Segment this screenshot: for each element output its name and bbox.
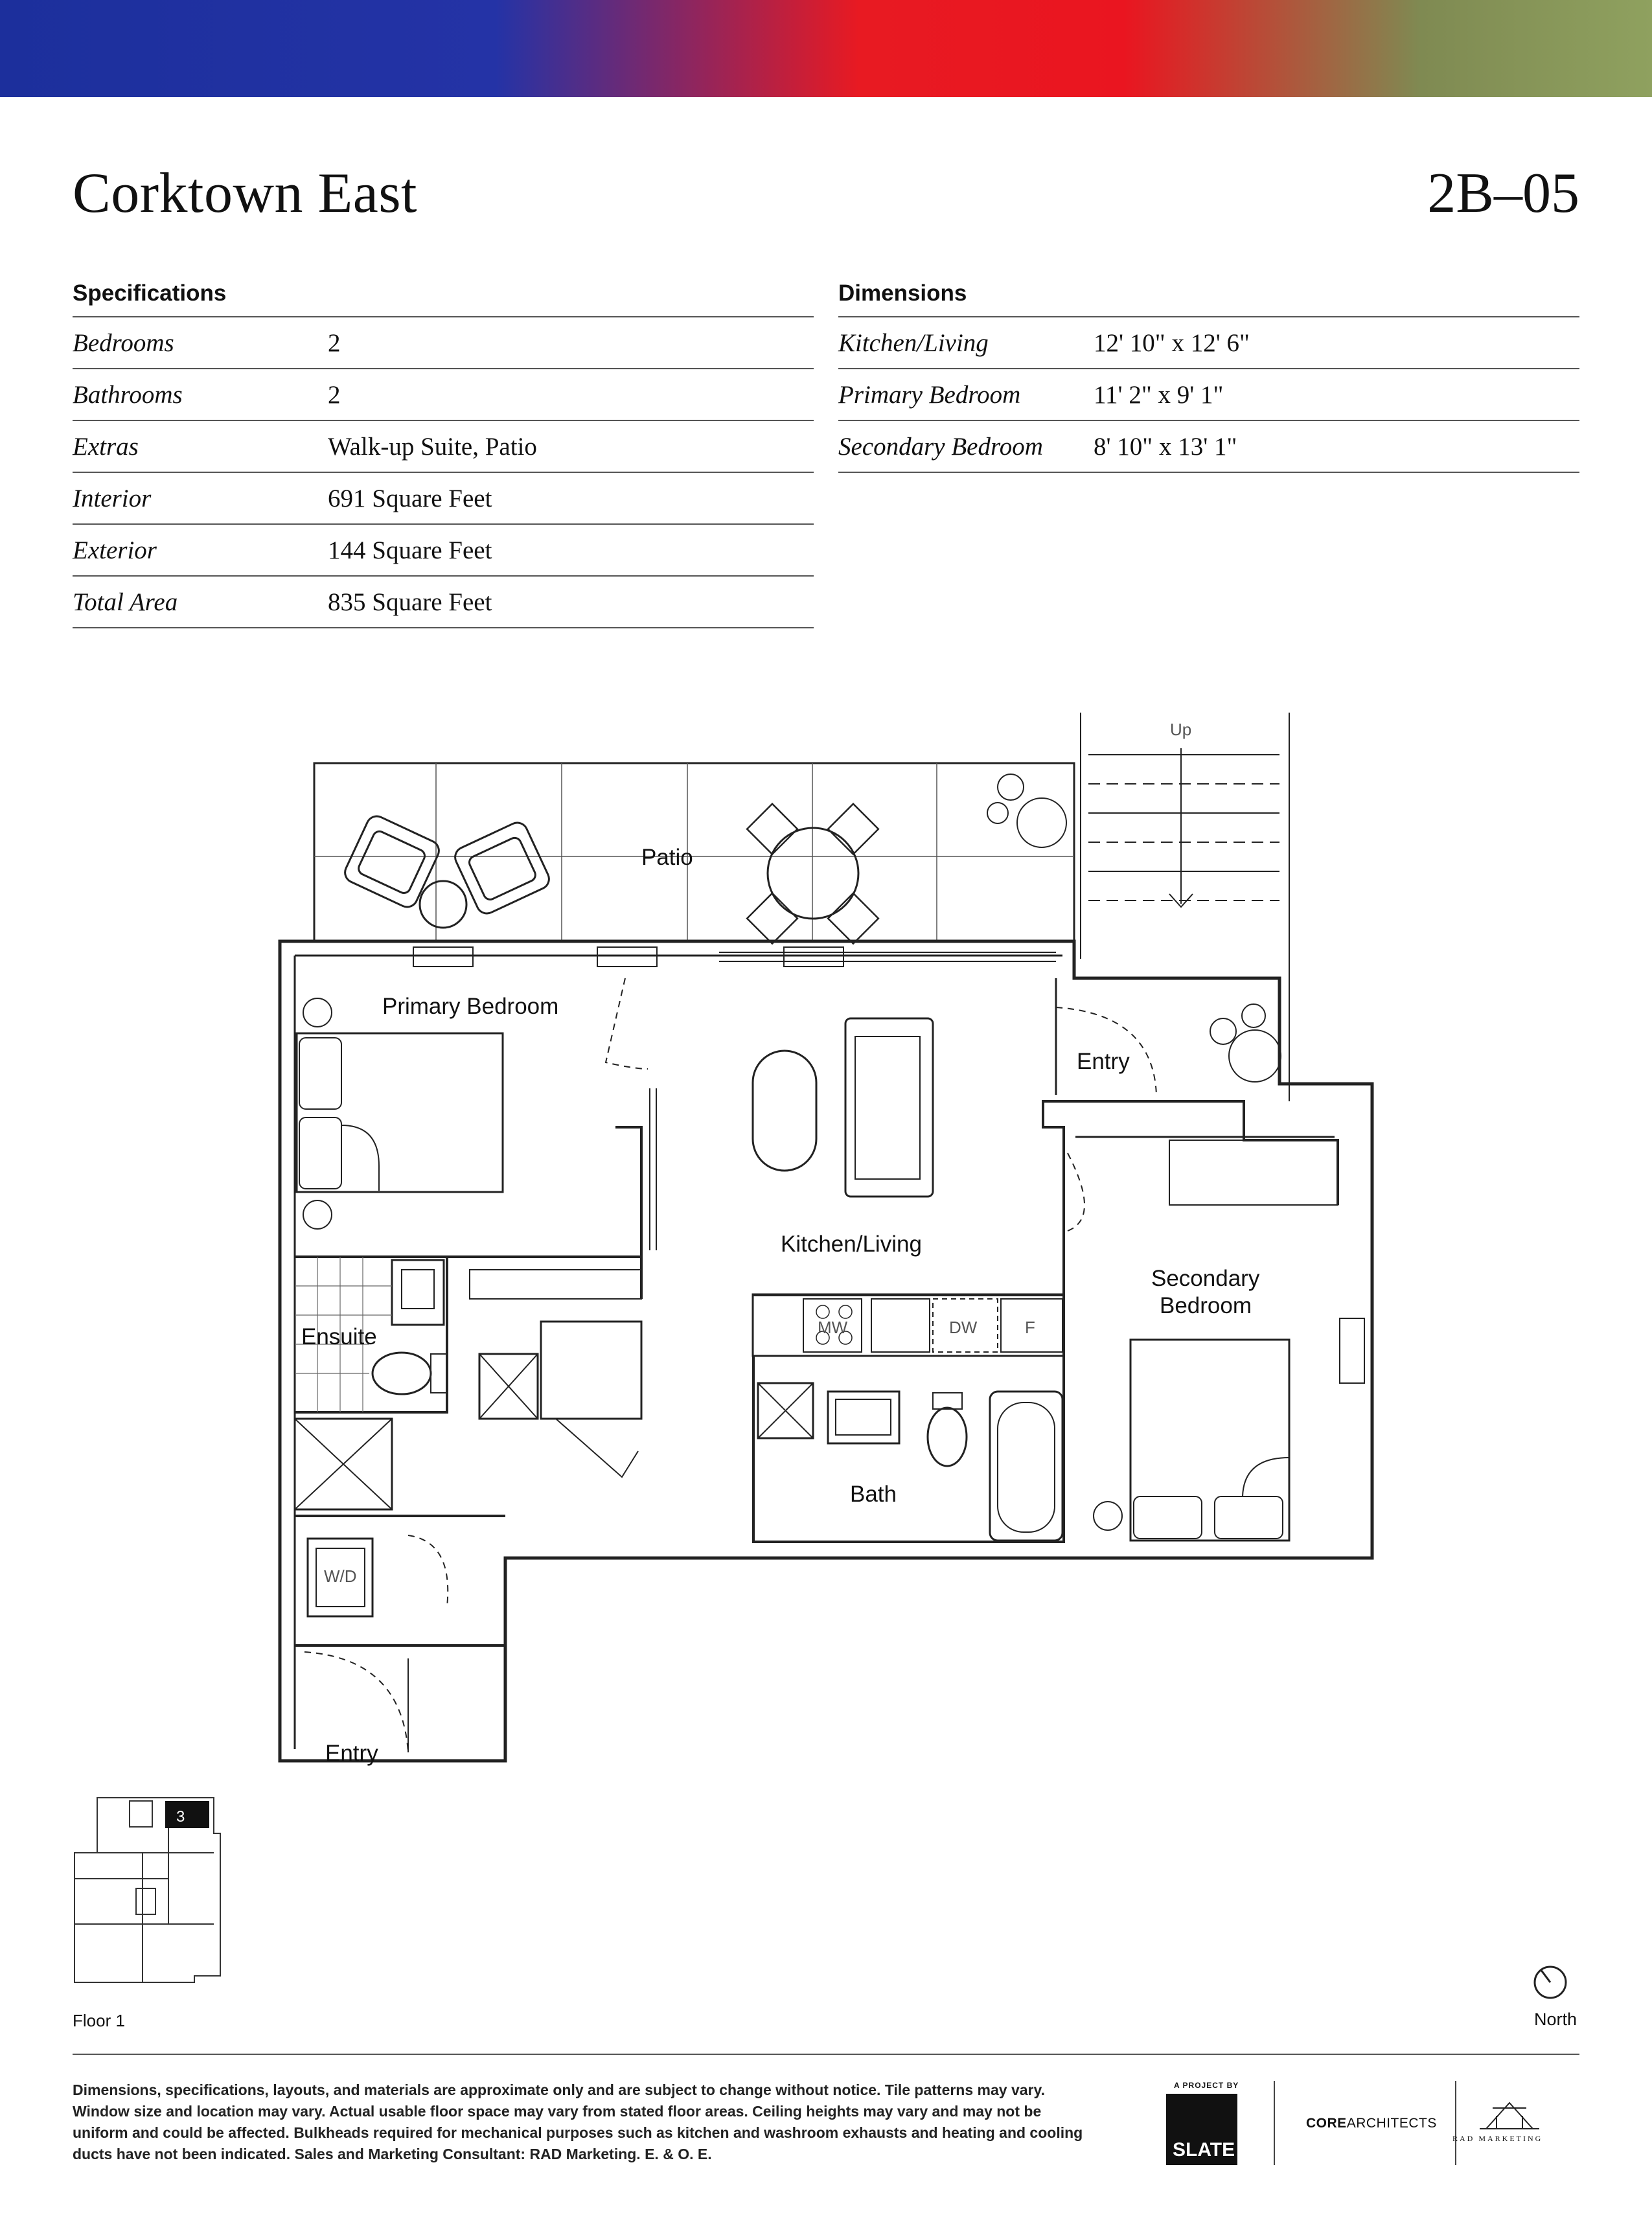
primary-bed [297,1033,503,1192]
kitchen-counter [753,1294,1064,1356]
slate-logo-text: SLATE [1173,2139,1235,2160]
spec-row [73,421,814,473]
dining-table [768,828,858,919]
spec-row [73,473,814,525]
room-label-secondary-bedroom-line2: Bedroom [1160,1293,1252,1318]
dimension-row [838,369,1579,421]
disclaimer-text: Dimensions, specifications, layouts, and materials are approximate only and are subject to change without notice. Tile patterns may vary. Window size and location may vary. Actual usable floor space may vary from stated floor areas. Ceiling heights may vary and may not be uniform and could be affected. Bulkheads required for mechanical purposes such as kitchen and washroom exhausts and heating and cooling ducts have not been indicated. Sales and Marketing Consultant: RAD Marketing. E. & O. E. [73,2081,1083,2162]
side-table [420,881,466,928]
north-compass-icon [1535,1967,1566,1998]
dimension-label: Secondary Bedroom [838,432,1043,461]
plant [987,774,1066,847]
rad-marketing-name: RAD MARKETING [1452,2134,1543,2143]
dimensions-table [838,277,1579,473]
spec-label: Total Area [73,588,178,616]
room-label-patio: Patio [641,845,693,870]
unit-code: 2B–05 [1427,162,1579,225]
spec-row [73,369,814,421]
appliance-label-f: F [1025,1318,1035,1337]
room-label-kitchen-living: Kitchen/Living [781,1232,922,1257]
dimensions-heading: Dimensions [838,277,1579,317]
spec-row [73,317,814,369]
bath-toilet [928,1408,967,1466]
spec-value: 144 Square Feet [328,536,492,564]
dimension-row [838,421,1579,473]
dimension-row [838,317,1579,369]
spec-value: 2 [328,328,341,357]
spec-label: Bedrooms [73,328,174,357]
floor-plan [0,700,1652,2021]
spec-row [73,525,814,577]
key-plan-label: Floor 1 [73,2011,125,2030]
dimension-value: 11' 2" x 9' 1" [1094,380,1224,409]
spec-value: 835 Square Feet [328,588,492,616]
room-label-secondary-bedroom-line1: Secondary [1151,1266,1260,1291]
north-label: North [1534,2010,1577,2029]
dimension-value: 12' 10" x 12' 6" [1094,328,1250,357]
specifications-heading: Specifications [73,277,814,317]
appliance-label-dw: DW [949,1318,978,1337]
stair-up-label: Up [1170,720,1192,739]
slate-caption: A PROJECT BY [1174,2081,1239,2090]
key-plan-unit-highlight [165,1801,209,1828]
spec-label: Exterior [73,536,157,564]
slate-logo [1166,2094,1237,2165]
core-logo-bold: CORE [1306,2116,1347,2131]
core-logo-rest: ARCHITECTS [1346,2116,1437,2131]
dimension-label: Primary Bedroom [838,380,1021,409]
coffee-table [753,1051,816,1171]
project-title: Corktown East [73,162,418,225]
patio-chair [341,813,442,910]
appliance-label-mw: MW [818,1318,848,1337]
room-label-entry-bottom: Entry [325,1741,378,1766]
key-plan-unit-marker: 3 [176,1808,185,1826]
unit-outer-wall [280,941,1372,1761]
dimension-label: Kitchen/Living [838,328,989,357]
spec-label: Bathrooms [73,380,183,409]
specifications-table [73,277,814,628]
ensuite-toilet [373,1353,431,1394]
plant [1210,1004,1281,1082]
spec-label: Interior [73,484,152,512]
spec-value: 2 [328,380,341,409]
dimension-value: 8' 10" x 13' 1" [1094,432,1237,461]
stair [1081,713,1289,1101]
room-label-ensuite: Ensuite [301,1324,377,1349]
appliance-label-wd: W/D [324,1566,357,1586]
spec-value: Walk-up Suite, Patio [328,432,537,461]
header-gradient-bar [0,0,1652,97]
room-label-bath: Bath [850,1482,897,1507]
patio-area [314,763,1074,941]
logo-divider [1274,2081,1275,2165]
room-label-primary-bedroom: Primary Bedroom [382,994,559,1019]
spec-row [73,577,814,628]
secondary-bed [1130,1340,1289,1541]
room-label-entry-top: Entry [1077,1049,1130,1074]
spec-value: 691 Square Feet [328,484,492,512]
footer-divider [73,2054,1579,2055]
logo-divider [1455,2081,1456,2165]
spec-label: Extras [73,432,139,461]
core-architects-logo [1306,2116,1437,2131]
